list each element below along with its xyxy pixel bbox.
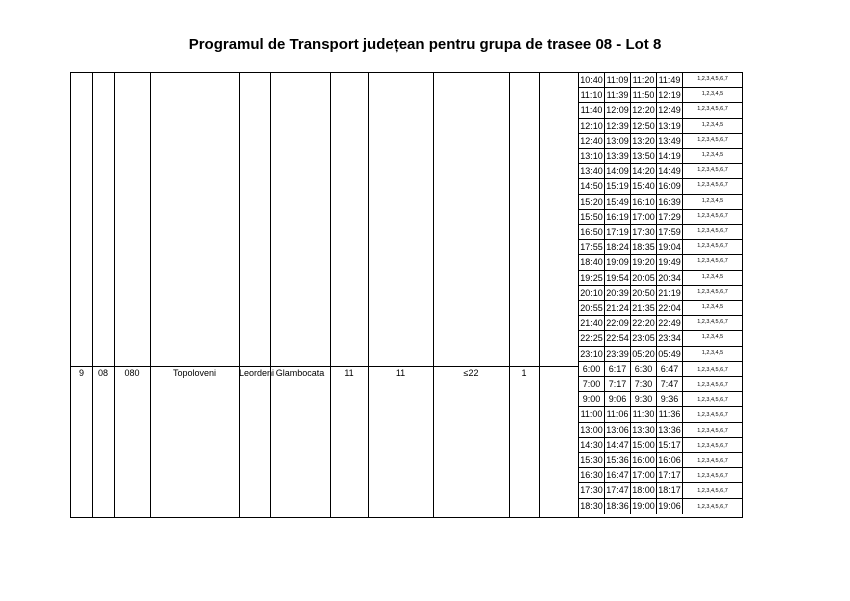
time-cell: 15:20 — [579, 195, 605, 209]
schedule-row — [579, 423, 742, 438]
time-cell: 9:06 — [605, 392, 631, 406]
time-cell: 16:30 — [579, 468, 605, 482]
time-cell: 14:19 — [657, 149, 683, 163]
time-cell: 23:10 — [579, 347, 605, 361]
schedule-row — [579, 407, 742, 422]
time-cell: 17:55 — [579, 240, 605, 254]
days-cell: 1,2,3,4,5,6,7 — [697, 243, 728, 250]
schedule-row — [579, 88, 742, 103]
schedule-row — [579, 240, 742, 255]
time-cell: 16:10 — [631, 195, 657, 209]
time-cell: 15:49 — [605, 195, 631, 209]
schedule-row — [579, 73, 742, 88]
time-cell: 19:04 — [657, 240, 683, 254]
time-cell: 12:20 — [631, 103, 657, 117]
schedule-row — [579, 377, 742, 392]
column-divider — [270, 73, 271, 517]
column-divider — [330, 73, 331, 517]
column-divider — [539, 73, 540, 517]
time-cell: 12:10 — [579, 119, 605, 133]
time-cell: 14:49 — [657, 164, 683, 178]
time-cell: 14:09 — [605, 164, 631, 178]
column-divider — [368, 73, 369, 517]
time-cell: 11:50 — [631, 88, 657, 102]
schedule-row — [579, 392, 742, 407]
days-cell: 1,2,3,4,5,6,7 — [697, 182, 728, 189]
time-cell: 14:47 — [605, 438, 631, 452]
schedule-table — [578, 72, 743, 518]
schedule-row — [579, 301, 742, 316]
days-cell: 1,2,3,4,5,6,7 — [697, 288, 728, 295]
days-cell: 1,2,3,4,5 — [701, 121, 724, 128]
time-cell: 17:17 — [657, 468, 683, 482]
time-cell: 18:17 — [657, 483, 683, 497]
time-cell: 12:19 — [657, 88, 683, 102]
days-cell: 1,2,3,4,5,6,7 — [697, 106, 728, 113]
time-cell: 14:30 — [579, 438, 605, 452]
time-cell: 14:20 — [631, 164, 657, 178]
days-cell: 1,2,3,4,5 — [701, 273, 724, 280]
days-cell: 1,2,3,4,5,6,7 — [697, 488, 728, 495]
route-code: 080 — [124, 368, 140, 378]
time-cell: 11:00 — [579, 407, 605, 421]
route-capacity: ≤22 — [463, 368, 479, 378]
time-cell: 17:59 — [657, 225, 683, 239]
days-cell: 1,2,3,4,5,6,7 — [697, 412, 728, 419]
days-cell: 1,2,3,4,5 — [701, 304, 724, 310]
days-cell: 1,2,3,4,5 — [701, 349, 724, 356]
time-cell: 22:09 — [605, 316, 631, 330]
time-cell: 6:30 — [631, 362, 657, 376]
schedule-row — [579, 483, 742, 498]
time-cell: 12:40 — [579, 134, 605, 148]
time-cell: 19:06 — [657, 499, 683, 514]
days-cell: 1,2,3,4,5 — [701, 152, 724, 158]
time-cell: 23:34 — [657, 331, 683, 345]
time-cell: 11:06 — [605, 407, 631, 421]
schedule-row — [579, 210, 742, 225]
time-cell: 9:30 — [631, 392, 657, 406]
schedule-row — [579, 286, 742, 301]
route-via: Glambocata — [275, 368, 325, 378]
days-cell: 1,2,3,4,5,6,7 — [697, 442, 728, 449]
days-cell: 1,2,3,4,5,6,7 — [697, 167, 728, 174]
time-cell: 18:30 — [579, 499, 605, 514]
time-cell: 22:04 — [657, 301, 683, 315]
time-cell: 16:19 — [605, 210, 631, 224]
days-cell: 1,2,3,4,5,6,7 — [697, 473, 728, 480]
time-cell: 17:00 — [631, 468, 657, 482]
time-cell: 13:30 — [631, 423, 657, 437]
days-cell: 1,2,3,4,5 — [701, 197, 724, 204]
time-cell: 05:20 — [631, 347, 657, 361]
time-cell: 12:50 — [631, 119, 657, 133]
time-cell: 15:40 — [631, 179, 657, 193]
time-cell: 20:34 — [657, 271, 683, 285]
days-cell: 1,2,3,4,5,6,7 — [697, 397, 728, 404]
time-cell: 22:25 — [579, 331, 605, 345]
route-nr: 9 — [78, 368, 84, 378]
time-cell: 19:00 — [631, 499, 657, 514]
schedule-row — [579, 468, 742, 483]
time-cell: 17:30 — [579, 483, 605, 497]
time-cell: 16:00 — [631, 453, 657, 467]
time-cell: 21:40 — [579, 316, 605, 330]
time-cell: 12:09 — [605, 103, 631, 117]
time-cell: 18:40 — [579, 255, 605, 269]
days-cell: 1,2,3,4,5,6,7 — [697, 382, 728, 388]
time-cell: 16:47 — [605, 468, 631, 482]
time-cell: 7:30 — [631, 377, 657, 391]
time-cell: 20:55 — [579, 301, 605, 315]
time-cell: 6:00 — [579, 362, 605, 376]
time-cell: 11:09 — [605, 73, 631, 87]
column-divider — [92, 73, 93, 517]
time-cell: 11:49 — [657, 73, 683, 87]
days-cell: 1,2,3,4,5,6,7 — [697, 458, 728, 464]
column-divider — [150, 73, 151, 517]
schedule-row — [579, 331, 742, 346]
time-cell: 13:50 — [631, 149, 657, 163]
time-cell: 18:35 — [631, 240, 657, 254]
route-start: Topoloveni — [172, 368, 217, 378]
route-vehicles: 1 — [521, 368, 527, 378]
time-cell: 11:36 — [657, 407, 683, 421]
time-cell: 16:06 — [657, 453, 683, 467]
time-cell: 13:00 — [579, 423, 605, 437]
time-cell: 13:19 — [657, 119, 683, 133]
time-cell: 20:50 — [631, 286, 657, 300]
time-cell: 15:19 — [605, 179, 631, 193]
time-cell: 16:50 — [579, 225, 605, 239]
time-cell: 13:09 — [605, 134, 631, 148]
days-cell: 1,2,3,4,5 — [701, 91, 724, 98]
days-cell: 1,2,3,4,5,6,7 — [697, 76, 728, 82]
schedule-row — [579, 362, 742, 377]
page-title: Programul de Transport județean pentru grupa de trasee 08 - Lot 8 — [188, 36, 662, 53]
schedule-row — [579, 316, 742, 331]
time-cell: 17:19 — [605, 225, 631, 239]
schedule-row — [579, 438, 742, 453]
time-cell: 15:36 — [605, 453, 631, 467]
time-cell: 19:20 — [631, 255, 657, 269]
time-cell: 20:10 — [579, 286, 605, 300]
time-cell: 19:25 — [579, 271, 605, 285]
time-cell: 18:00 — [631, 483, 657, 497]
time-cell: 11:10 — [579, 88, 605, 102]
time-cell: 18:36 — [605, 499, 631, 514]
column-divider — [433, 73, 434, 517]
time-cell: 7:17 — [605, 377, 631, 391]
time-cell: 12:39 — [605, 119, 631, 133]
route-end: Leordeni — [239, 368, 275, 378]
route-km-outbound: 11 — [344, 368, 354, 378]
time-cell: 15:17 — [657, 438, 683, 452]
time-cell: 23:05 — [631, 331, 657, 345]
time-cell: 13:10 — [579, 149, 605, 163]
time-cell: 11:39 — [605, 88, 631, 102]
schedule-row — [579, 149, 742, 164]
time-cell: 13:49 — [657, 134, 683, 148]
time-cell: 12:49 — [657, 103, 683, 117]
time-cell: 17:00 — [631, 210, 657, 224]
days-cell: 1,2,3,4,5,6,7 — [697, 366, 728, 373]
time-cell: 10:40 — [579, 73, 605, 87]
route-group: 08 — [97, 368, 108, 378]
time-cell: 21:24 — [605, 301, 631, 315]
schedule-row — [579, 347, 742, 362]
column-divider — [114, 73, 115, 517]
time-cell: 20:05 — [631, 271, 657, 285]
column-divider — [239, 73, 240, 517]
time-cell: 7:00 — [579, 377, 605, 391]
time-cell: 21:35 — [631, 301, 657, 315]
time-cell: 11:20 — [631, 73, 657, 87]
days-cell: 1,2,3,4,5 — [701, 334, 724, 341]
time-cell: 22:20 — [631, 316, 657, 330]
time-cell: 18:24 — [605, 240, 631, 254]
schedule-row — [579, 164, 742, 179]
time-cell: 15:00 — [631, 438, 657, 452]
time-cell: 9:00 — [579, 392, 605, 406]
days-cell: 1,2,3,4,5,6,7 — [697, 319, 728, 326]
time-cell: 6:47 — [657, 362, 683, 376]
schedule-row — [579, 179, 742, 194]
time-cell: 13:06 — [605, 423, 631, 437]
time-cell: 22:49 — [657, 316, 683, 330]
days-cell: 1,2,3,4,5,6,7 — [697, 136, 728, 143]
time-cell: 9:36 — [657, 392, 683, 406]
route-info-table — [70, 72, 579, 518]
time-cell: 16:09 — [657, 179, 683, 193]
time-cell: 22:54 — [605, 331, 631, 345]
route-km-return: 11 — [395, 368, 406, 378]
days-cell: 1,2,3,4,5,6,7 — [697, 503, 728, 510]
time-cell: 21:19 — [657, 286, 683, 300]
schedule-row — [579, 119, 742, 134]
time-cell: 13:36 — [657, 423, 683, 437]
time-cell: 16:39 — [657, 195, 683, 209]
time-cell: 15:50 — [579, 210, 605, 224]
days-cell: 1,2,3,4,5,6,7 — [697, 228, 728, 234]
time-cell: 17:47 — [605, 483, 631, 497]
schedule-row — [579, 255, 742, 270]
time-cell: 17:30 — [631, 225, 657, 239]
time-cell: 19:54 — [605, 271, 631, 285]
time-cell: 13:39 — [605, 149, 631, 163]
time-cell: 15:30 — [579, 453, 605, 467]
days-cell: 1,2,3,4,5,6,7 — [697, 258, 728, 265]
time-cell: 13:40 — [579, 164, 605, 178]
time-cell: 7:47 — [657, 377, 683, 391]
time-cell: 19:49 — [657, 255, 683, 269]
days-cell: 1,2,3,4,5,6,7 — [697, 427, 728, 434]
schedule-row — [579, 453, 742, 468]
schedule-row — [579, 271, 742, 286]
time-cell: 19:09 — [605, 255, 631, 269]
time-cell: 11:40 — [579, 103, 605, 117]
time-cell: 13:20 — [631, 134, 657, 148]
time-cell: 20:39 — [605, 286, 631, 300]
schedule-row — [579, 225, 742, 240]
column-divider — [509, 73, 510, 517]
schedule-row — [579, 499, 742, 514]
schedule-row — [579, 134, 742, 149]
schedule-row — [579, 195, 742, 210]
schedule-row — [579, 103, 742, 118]
time-cell: 05:49 — [657, 347, 683, 361]
days-cell: 1,2,3,4,5,6,7 — [697, 212, 728, 219]
time-cell: 14:50 — [579, 179, 605, 193]
time-cell: 23:39 — [605, 347, 631, 361]
time-cell: 6:17 — [605, 362, 631, 376]
time-cell: 17:29 — [657, 210, 683, 224]
time-cell: 11:30 — [631, 407, 657, 421]
